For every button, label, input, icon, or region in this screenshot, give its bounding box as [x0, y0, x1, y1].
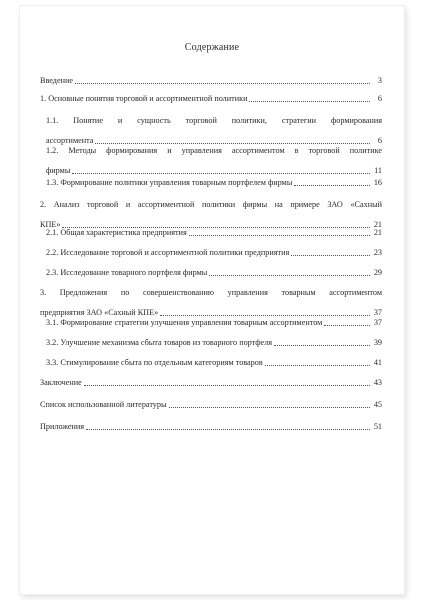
- toc-entry-text: 3.2. Улучшение механизма сбыта товаров из товарного портфеля: [46, 338, 273, 347]
- toc-entry-line: [40, 378, 382, 388]
- toc-entry-line: [46, 116, 382, 126]
- dot-leader: [160, 315, 370, 316]
- toc-page-number: 23: [373, 248, 382, 257]
- toc-entry: [40, 400, 382, 410]
- toc-entry-text: 2.3. Исследование товарного портфеля фирмы: [46, 268, 208, 277]
- dot-leader: [86, 429, 370, 430]
- toc-page-number: 29: [373, 268, 382, 277]
- toc-entry: [46, 248, 382, 258]
- toc-entry: [46, 178, 382, 188]
- document-page: [20, 6, 404, 594]
- line-gap: [40, 298, 382, 308]
- toc-entry-text: 3.1. Формирование стратегии улучшения управления товарным ассортиментом: [46, 318, 323, 327]
- toc-entry-line: [40, 76, 382, 86]
- toc-page-number: 51: [373, 422, 382, 431]
- line-gap: [46, 156, 382, 166]
- toc-entry-text: 3. Предложения по совершенствованию управления товарным ассортиментом: [40, 288, 382, 297]
- toc-entry-line: [40, 94, 382, 104]
- dot-leader: [209, 275, 370, 276]
- toc-entry-text: предприятия ЗАО «Сахный КПЕ»: [40, 308, 159, 317]
- toc-entry: [46, 318, 382, 328]
- toc-page-number: 45: [373, 400, 382, 409]
- toc-entry: [46, 116, 382, 146]
- toc-entry-line: [46, 178, 382, 188]
- toc-entry-text: 1.3. Формирование политики управления товарным портфелем фирмы: [46, 178, 293, 187]
- toc-entry-text: КПЕ»: [40, 220, 61, 229]
- toc-entry-text: 1.2. Методы формирования и управления ассортиментом в торговой политике: [46, 146, 382, 155]
- toc-page-number: 21: [373, 228, 382, 237]
- toc-page-number: 37: [373, 318, 382, 327]
- toc-entry-line: [46, 228, 382, 238]
- toc-entry: [46, 268, 382, 278]
- toc-entry-text: 2. Анализ торговой и ассортиментной политики фирмы на примере ЗАО «Сахный: [40, 200, 382, 209]
- toc-entry: [40, 200, 382, 230]
- toc-entry-line: [46, 358, 382, 368]
- toc-entry: [46, 146, 382, 176]
- toc-entry-text: Приложения: [40, 422, 85, 431]
- toc-entry-text: Введение: [40, 76, 74, 85]
- toc-entry-line: [46, 338, 382, 348]
- dot-leader: [95, 143, 370, 144]
- toc-page-number: 43: [373, 378, 382, 387]
- toc-entry-line: [40, 422, 382, 432]
- toc-entry-line: [46, 146, 382, 156]
- toc-entry: [40, 288, 382, 318]
- toc-entry-line: [46, 166, 382, 176]
- toc-entry: [40, 76, 382, 86]
- dot-leader: [169, 407, 371, 408]
- toc-page-number: 41: [373, 358, 382, 367]
- dot-leader: [72, 173, 370, 174]
- toc-page-number: 39: [373, 338, 382, 347]
- toc-page-number: 21: [373, 220, 382, 229]
- dot-leader: [294, 185, 370, 186]
- toc-entry-line: [40, 200, 382, 210]
- toc-entry-text: 2.2. Исследование торговой и ассортиментной политики предприятия: [46, 248, 290, 257]
- toc-title: Содержание: [184, 42, 240, 53]
- toc-entry-line: [46, 136, 382, 146]
- dot-leader: [274, 345, 370, 346]
- dot-leader: [265, 365, 370, 366]
- toc-entry: [40, 422, 382, 432]
- toc-entry-text: 3.3. Стимулирование сбыта по отдельным категориям товаров: [46, 358, 263, 367]
- toc-entry-line: [40, 308, 382, 318]
- line-gap: [46, 126, 382, 136]
- toc-entry-text: 1.1. Понятие и сущность торговой политики, стратегии формирования: [46, 116, 382, 125]
- toc-entry-line: [40, 288, 382, 298]
- toc-entry-text: Список использованной литературы: [40, 400, 167, 409]
- toc-entry: [40, 94, 382, 104]
- toc-entry-text: фирмы: [46, 166, 71, 175]
- line-gap: [40, 210, 382, 220]
- toc-entry-line: [46, 248, 382, 258]
- dot-leader: [291, 255, 370, 256]
- toc-entry-line: [46, 268, 382, 278]
- toc-entry-text: Заключение: [40, 378, 82, 387]
- dot-leader: [324, 325, 370, 326]
- toc-page-number: 11: [374, 166, 382, 175]
- toc-entry: [46, 338, 382, 348]
- dot-leader: [75, 83, 370, 84]
- toc-entry: [46, 228, 382, 238]
- toc-page-number: 3: [377, 76, 382, 85]
- toc-entry: [46, 358, 382, 368]
- toc-page-number: 37: [373, 308, 382, 317]
- toc-entry-text: ассортимента: [46, 136, 94, 145]
- toc-entry-text: 2.1. Общая характеристика предприятия: [46, 228, 187, 237]
- toc-entry: [40, 378, 382, 388]
- toc-entry-text: 1. Основные понятия торговой и ассортиментной политики: [40, 94, 248, 103]
- dot-leader: [249, 101, 370, 102]
- toc-page-number: 16: [373, 178, 382, 187]
- toc-entry-line: [46, 318, 382, 328]
- dot-leader: [189, 235, 370, 236]
- toc-entry-line: [40, 400, 382, 410]
- dot-leader: [84, 385, 370, 386]
- toc-page-number: 6: [377, 136, 382, 145]
- toc-page-number: 6: [377, 94, 382, 103]
